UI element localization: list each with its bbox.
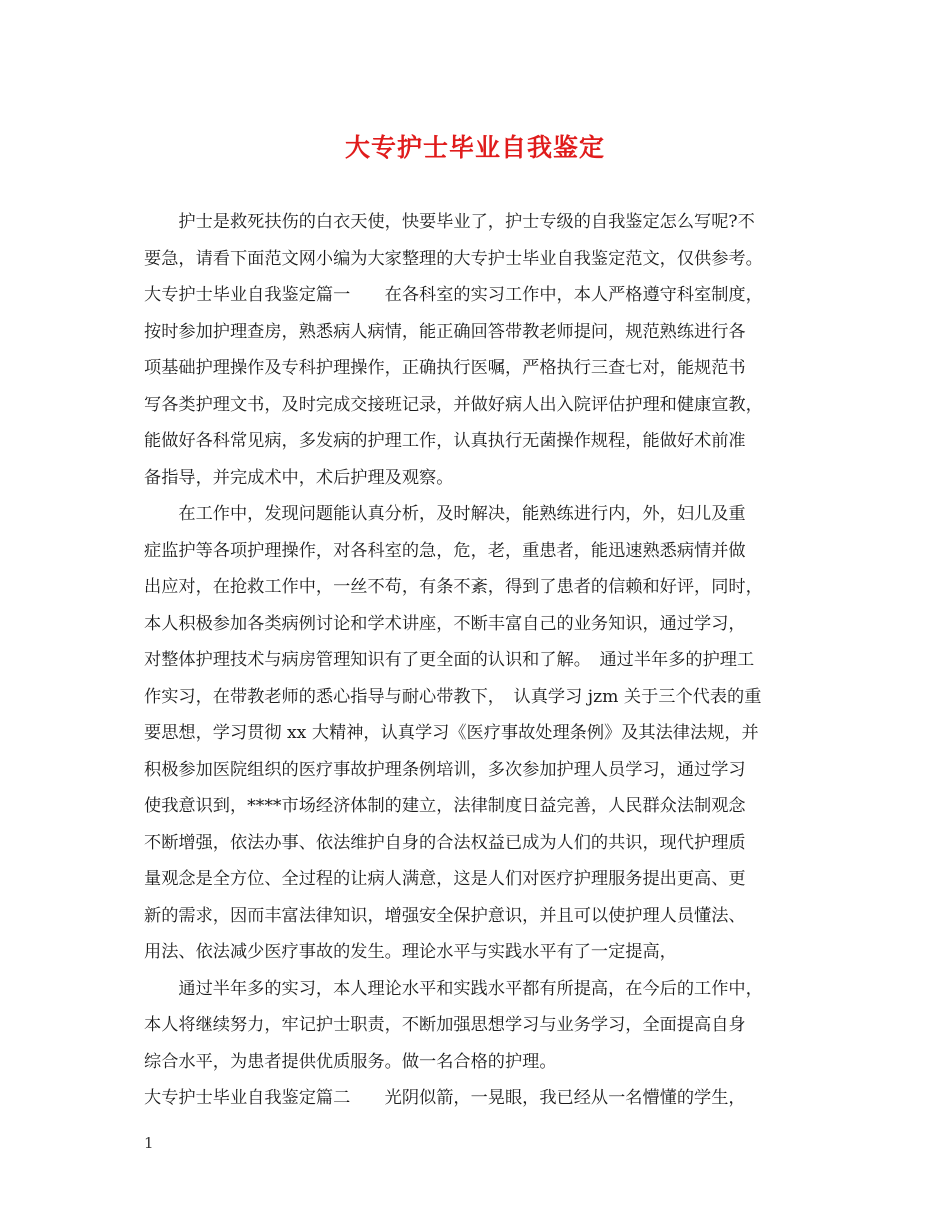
body-line: 项基础护理操作及专科护理操作，正确执行医嘱，严格执行三查七对，能规范书 [144, 358, 746, 378]
body-line: 大专护士毕业自我鉴定篇一 在各科室的实习工作中，本人严格遵守科室制度， [144, 285, 763, 305]
body-line: 本人积极参加各类病例讨论和学术讲座，不断丰富自己的业务知识，通过学习， [144, 613, 746, 634]
body-line: 不断增强，依法办事、依法维护自身的合法权益已成为人们的共识，现代护理质 [144, 832, 746, 853]
body-line: 在工作中，发现问题能认真分析，及时解决，能熟练进行内，外，妇儿及重 [144, 504, 746, 524]
body-line: 对整体护理技术与病房管理知识有了更全面的认识和了解。 通过半年多的护理工 [144, 650, 755, 670]
page-number: 1 [144, 1134, 154, 1152]
body-line: 写各类护理文书，及时完成交接班记录，并做好病人出入院评估护理和健康宣教， [144, 394, 763, 415]
body-line: 症监护等各项护理操作，对各科室的急，危，老，重患者，能迅速熟悉病情并做 [144, 540, 746, 561]
body-line: 积极参加医院组织的医疗事故护理条例培训，多次参加护理人员学习，通过学习 [144, 759, 746, 780]
body-line: 作实习，在带教老师的悉心指导与耐心带教下， 认真学习 jzm 关于三个代表的重 [144, 686, 762, 707]
body-line: 备指导，并完成术中，术后护理及观察。 [144, 467, 454, 488]
body-line: 使我意识到，****市场经济体制的建立，法律制度日益完善，人民群众法制观念 [144, 796, 746, 816]
body-line: 通过半年多的实习，本人理论水平和实践水平都有所提高，在今后的工作中， [144, 978, 763, 999]
body-line: 新的需求，因而丰富法律知识，增强安全保护意识，并且可以使护理人员懂法、 [144, 905, 746, 926]
body-line: 要思想，学习贯彻 xx 大精神，认真学习《医疗事故处理条例》及其法律法规，并 [144, 723, 759, 743]
body-line: 量观念是全方位、全过程的让病人满意，这是人们对医疗护理服务提出更高、更 [144, 869, 746, 889]
body-line: 能做好各科常见病，多发病的护理工作，认真执行无菌操作规程，能做好术前准 [144, 431, 746, 451]
body-line: 出应对，在抢救工作中，一丝不苟，有条不紊，得到了患者的信赖和好评，同时， [144, 577, 763, 597]
body-line: 大专护士毕业自我鉴定篇二 光阴似箭，一晃眼，我已经从一名懵懂的学生， [144, 1088, 746, 1108]
body-line: 综合水平，为患者提供优质服务。做一名合格的护理。 [144, 1051, 557, 1072]
body-line: 本人将继续努力，牢记护士职责，不断加强思想学习与业务学习，全面提高自身 [144, 1015, 746, 1035]
body-line: 护士是救死扶伤的白衣天使，快要毕业了，护士专级的自我鉴定怎么写呢?不 [144, 212, 755, 232]
body-line: 要急，请看下面范文网小编为大家整理的大专护士毕业自我鉴定范文，仅供参考。 [144, 248, 763, 269]
body-line: 用法、依法减少医疗事故的发生。理论水平与实践水平有了一定提高， [144, 942, 677, 962]
document-title: 大专护士毕业自我鉴定 [344, 133, 605, 162]
document-body [144, 204, 822, 1117]
body-line: 按时参加护理查房，熟悉病人病情，能正确回答带教老师提问，规范熟练进行各 [144, 321, 746, 342]
